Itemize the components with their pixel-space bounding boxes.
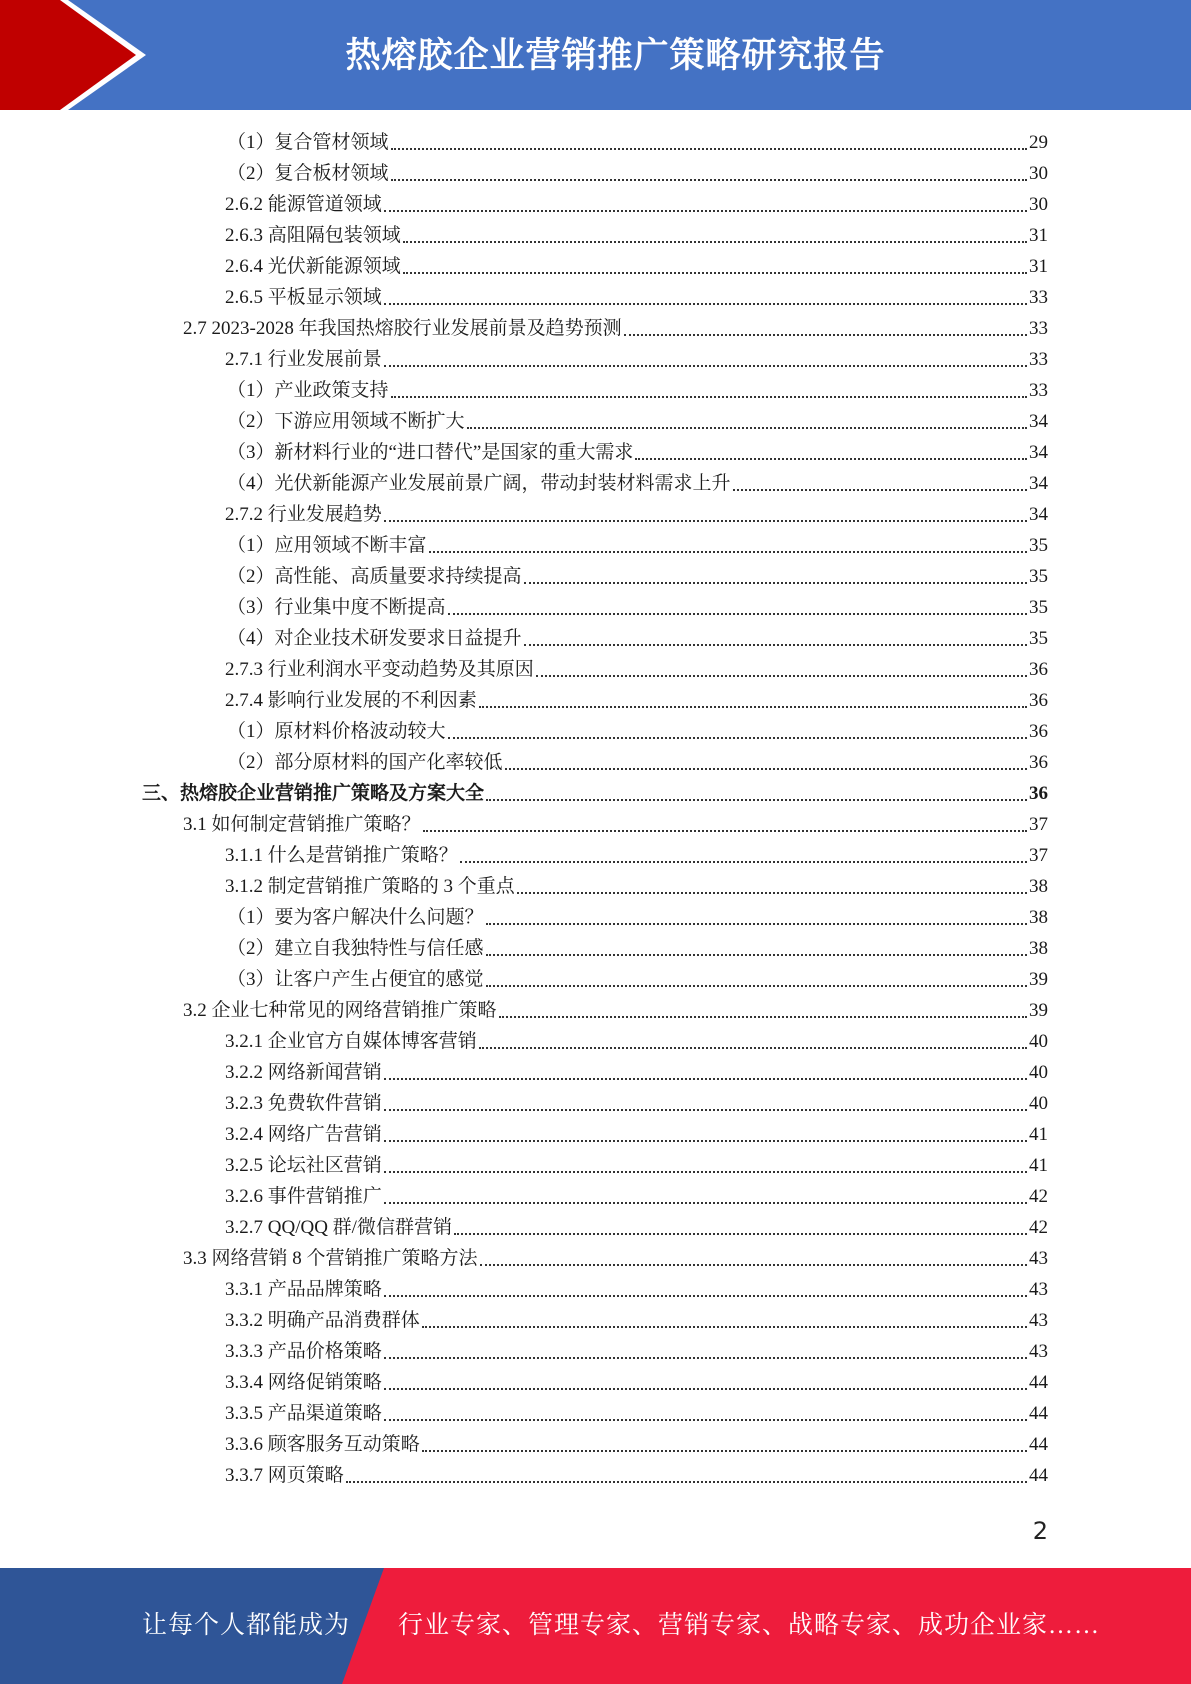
toc-entry[interactable] <box>183 313 1048 344</box>
toc-entry-label: 3.2.7 QQ/QQ 群/微信群营销 <box>225 1217 452 1238</box>
toc-dot-leader <box>403 272 1027 274</box>
toc-entry[interactable] <box>227 127 1048 158</box>
toc-entry-page: 43 <box>1029 1341 1048 1362</box>
toc-entry-label: 3.2.1 企业官方自媒体博客营销 <box>225 1031 477 1052</box>
toc-dot-leader <box>384 1388 1027 1390</box>
toc-entry[interactable] <box>227 406 1048 437</box>
toc-dot-leader <box>454 1233 1027 1235</box>
toc-entry-label: 2.7.3 行业利润水平变动趋势及其原因 <box>225 659 534 680</box>
toc-entry-label: 3.2.4 网络广告营销 <box>225 1124 382 1145</box>
toc-entry-label: 3.2.2 网络新闻营销 <box>225 1062 382 1083</box>
toc-entry-page: 33 <box>1029 318 1048 339</box>
toc-entry[interactable] <box>225 1398 1048 1429</box>
toc-entry-label: （2）高性能、高质量要求持续提高 <box>227 566 522 587</box>
toc-entry-label: （4）对企业技术研发要求日益提升 <box>227 628 522 649</box>
toc-entry[interactable] <box>227 158 1048 189</box>
toc-entry-label: （1）产业政策支持 <box>227 380 389 401</box>
toc-entry-page: 30 <box>1029 163 1048 184</box>
toc-entry-label: 2.6.5 平板显示领域 <box>225 287 382 308</box>
toc-dot-leader <box>486 985 1027 987</box>
toc-entry-label: （2）部分原材料的国产化率较低 <box>227 752 503 773</box>
toc-entry[interactable] <box>183 1243 1048 1274</box>
toc-entry-page: 39 <box>1029 969 1048 990</box>
toc-entry[interactable] <box>225 344 1048 375</box>
toc-entry-label: 2.7.2 行业发展趋势 <box>225 504 382 525</box>
toc-entry-label: （3）新材料行业的“进口替代”是国家的重大需求 <box>227 442 634 463</box>
toc-entry-page: 33 <box>1029 349 1048 370</box>
toc-entry-page: 29 <box>1029 132 1048 153</box>
toc-entry-page: 43 <box>1029 1248 1048 1269</box>
toc-entry[interactable] <box>227 530 1048 561</box>
toc-entry-page: 30 <box>1029 194 1048 215</box>
toc-dot-leader <box>422 1326 1027 1328</box>
toc-entry[interactable] <box>225 1367 1048 1398</box>
toc-dot-leader <box>384 1109 1027 1111</box>
toc-entry-label: 2.7.1 行业发展前景 <box>225 349 382 370</box>
toc-entry-label: 3.2.3 免费软件营销 <box>225 1093 382 1114</box>
toc-dot-leader <box>384 1140 1027 1142</box>
toc-entry-label: （3）让客户产生占便宜的感觉 <box>227 969 484 990</box>
footer-slogan-left: 让每个人都能成为 <box>142 1612 351 1639</box>
toc-entry[interactable] <box>225 189 1048 220</box>
toc-entry-page: 37 <box>1029 814 1048 835</box>
toc-dot-leader <box>384 365 1027 367</box>
toc-entry[interactable] <box>225 1460 1048 1491</box>
toc-entry[interactable] <box>225 685 1048 716</box>
toc-entry-page: 35 <box>1029 535 1048 556</box>
toc-entry-page: 38 <box>1029 907 1048 928</box>
toc-dot-leader <box>479 706 1027 708</box>
toc-dot-leader <box>536 675 1027 677</box>
toc-entry[interactable] <box>227 437 1048 468</box>
toc-entry-label: 3.3.2 明确产品消费群体 <box>225 1310 420 1331</box>
toc-entry-label: 2.6.2 能源管道领域 <box>225 194 382 215</box>
toc-entry[interactable] <box>227 716 1048 747</box>
footer-slogan-right: 行业专家、管理专家、营销专家、战略专家、成功企业家…… <box>398 1612 1101 1639</box>
toc-entry-page: 33 <box>1029 287 1048 308</box>
toc-dot-leader <box>384 1171 1027 1173</box>
toc-entry[interactable] <box>227 747 1048 778</box>
toc-entry[interactable] <box>227 902 1048 933</box>
toc-dot-leader <box>391 396 1027 398</box>
toc-entry-page: 34 <box>1029 411 1048 432</box>
toc-entry-label: 2.6.3 高阻隔包装领域 <box>225 225 401 246</box>
toc-entry-label: 3.3.5 产品渠道策略 <box>225 1403 382 1424</box>
toc-entry[interactable] <box>227 933 1048 964</box>
toc-entry[interactable] <box>227 561 1048 592</box>
toc-entry-page: 33 <box>1029 380 1048 401</box>
toc-dot-leader <box>733 489 1027 491</box>
toc-entry-label: 3.1.2 制定营销推广策略的 3 个重点 <box>225 876 515 897</box>
toc-entry-label: 3.1 如何制定营销推广策略？ <box>183 814 421 835</box>
toc-entry-page: 40 <box>1029 1031 1048 1052</box>
toc-entry-page: 34 <box>1029 473 1048 494</box>
toc-dot-leader <box>517 892 1027 894</box>
toc-entry[interactable] <box>225 871 1048 902</box>
toc-dot-leader <box>467 427 1027 429</box>
toc-dot-leader <box>448 613 1027 615</box>
toc-entry-label: 3.3 网络营销 8 个营销推广策略方法 <box>183 1248 478 1269</box>
toc-dot-leader <box>422 1450 1027 1452</box>
toc-entry-page: 43 <box>1029 1310 1048 1331</box>
toc-dot-leader <box>635 458 1027 460</box>
toc-entry-page: 38 <box>1029 876 1048 897</box>
toc-entry-page: 36 <box>1029 752 1048 773</box>
toc-entry-page: 41 <box>1029 1155 1048 1176</box>
toc-dot-leader <box>384 1357 1027 1359</box>
toc-entry-label: （2）建立自我独特性与信任感 <box>227 938 484 959</box>
toc-entry-page: 42 <box>1029 1217 1048 1238</box>
toc-entry[interactable] <box>225 282 1048 313</box>
toc-entry-label: 2.6.4 光伏新能源领域 <box>225 256 401 277</box>
toc-entry-label: （1）原材料价格波动较大 <box>227 721 446 742</box>
toc-dot-leader <box>391 148 1027 150</box>
toc-entry-label: 3.3.7 网页策略 <box>225 1465 344 1486</box>
toc-dot-leader <box>423 830 1027 832</box>
page-header <box>0 0 1191 110</box>
toc-dot-leader <box>384 1295 1027 1297</box>
toc-dot-leader <box>391 179 1027 181</box>
toc-entry-label: （1）应用领域不断丰富 <box>227 535 427 556</box>
toc-entry-page: 41 <box>1029 1124 1048 1145</box>
page-number: 2 <box>1032 1517 1048 1545</box>
toc-entry-label: （1）要为客户解决什么问题？ <box>227 907 484 928</box>
toc-dot-leader <box>524 644 1027 646</box>
toc-entry[interactable] <box>142 778 1048 809</box>
toc-entry-page: 42 <box>1029 1186 1048 1207</box>
toc-entry[interactable] <box>225 1088 1048 1119</box>
toc-entry[interactable] <box>225 1336 1048 1367</box>
toc-entry[interactable] <box>225 1274 1048 1305</box>
toc-entry-label: 3.3.1 产品品牌策略 <box>225 1279 382 1300</box>
toc-entry-label: 2.7.4 影响行业发展的不利因素 <box>225 690 477 711</box>
toc-dot-leader <box>624 334 1027 336</box>
toc-entry-page: 37 <box>1029 845 1048 866</box>
toc-entry-label: 3.3.3 产品价格策略 <box>225 1341 382 1362</box>
toc-dot-leader <box>384 1202 1027 1204</box>
toc-entry-label: 3.2.6 事件营销推广 <box>225 1186 382 1207</box>
toc-dot-leader <box>460 861 1027 863</box>
toc-entry-label: 3.3.4 网络促销策略 <box>225 1372 382 1393</box>
toc-entry[interactable] <box>225 251 1048 282</box>
toc-dot-leader <box>384 520 1027 522</box>
toc-entry[interactable] <box>225 1181 1048 1212</box>
toc-entry-page: 34 <box>1029 504 1048 525</box>
toc-dot-leader <box>429 551 1027 553</box>
toc-dot-leader <box>346 1481 1027 1483</box>
toc-entry[interactable] <box>225 1212 1048 1243</box>
toc-entry[interactable] <box>225 499 1048 530</box>
toc-entry-label: （1）复合管材领域 <box>227 132 389 153</box>
toc-dot-leader <box>384 1419 1027 1421</box>
toc-entry[interactable] <box>225 1119 1048 1150</box>
toc-entry-page: 44 <box>1029 1403 1048 1424</box>
toc-entry[interactable] <box>227 592 1048 623</box>
toc-entry-page: 35 <box>1029 597 1048 618</box>
toc-entry-page: 40 <box>1029 1093 1048 1114</box>
toc-entry-page: 36 <box>1029 783 1048 804</box>
toc-entry-page: 40 <box>1029 1062 1048 1083</box>
toc-entry-page: 38 <box>1029 938 1048 959</box>
toc-entry[interactable] <box>227 964 1048 995</box>
toc-entry-page: 36 <box>1029 690 1048 711</box>
toc-entry-label: （4）光伏新能源产业发展前景广阔，带动封装材料需求上升 <box>227 473 731 494</box>
toc-dot-leader <box>486 923 1027 925</box>
toc-dot-leader <box>480 1264 1027 1266</box>
toc-entry-page: 31 <box>1029 256 1048 277</box>
toc-entry-page: 44 <box>1029 1372 1048 1393</box>
toc-dot-leader <box>479 1047 1027 1049</box>
toc-dot-leader <box>486 954 1027 956</box>
toc-dot-leader <box>505 768 1027 770</box>
toc-entry[interactable] <box>183 995 1048 1026</box>
toc-entry[interactable] <box>225 1305 1048 1336</box>
toc-entry[interactable] <box>225 840 1048 871</box>
toc-entry[interactable] <box>225 1026 1048 1057</box>
toc-entry[interactable] <box>225 1150 1048 1181</box>
toc-entry[interactable] <box>225 1429 1048 1460</box>
toc-dot-leader <box>499 1016 1027 1018</box>
toc-entry-label: 三、热熔胶企业营销推广策略及方案大全 <box>142 783 485 804</box>
page-footer <box>0 1568 1191 1684</box>
toc-entry-page: 34 <box>1029 442 1048 463</box>
toc-entry[interactable] <box>183 809 1048 840</box>
toc-entry-page: 44 <box>1029 1434 1048 1455</box>
toc-dot-leader <box>384 1078 1027 1080</box>
report-title: 热熔胶企业营销推广策略研究报告 <box>345 36 886 76</box>
toc-entry[interactable] <box>227 468 1048 499</box>
toc-entry-page: 31 <box>1029 225 1048 246</box>
toc-entry-label: 2.7 2023-2028 年我国热熔胶行业发展前景及趋势预测 <box>183 318 622 339</box>
toc-entry-label: （3）行业集中度不断提高 <box>227 597 446 618</box>
toc-entry-page: 39 <box>1029 1000 1048 1021</box>
toc-entry-label: （2）下游应用领域不断扩大 <box>227 411 465 432</box>
toc-dot-leader <box>403 241 1027 243</box>
toc-entry[interactable] <box>225 654 1048 685</box>
toc-entry[interactable] <box>225 220 1048 251</box>
toc-dot-leader <box>524 582 1027 584</box>
toc-dot-leader <box>384 210 1027 212</box>
toc-entry-page: 35 <box>1029 566 1048 587</box>
toc-entry[interactable] <box>227 623 1048 654</box>
toc-entry[interactable] <box>225 1057 1048 1088</box>
toc-dot-leader <box>448 737 1027 739</box>
toc-entry-page: 44 <box>1029 1465 1048 1486</box>
toc-entry-label: （2）复合板材领域 <box>227 163 389 184</box>
toc-entry-label: 3.1.1 什么是营销推广策略？ <box>225 845 458 866</box>
toc-entry-page: 43 <box>1029 1279 1048 1300</box>
toc-entry-page: 35 <box>1029 628 1048 649</box>
toc-entry-page: 36 <box>1029 659 1048 680</box>
toc-entry[interactable] <box>227 375 1048 406</box>
toc-entry-label: 3.2 企业七种常见的网络营销推广策略 <box>183 1000 497 1021</box>
toc-entry-page: 36 <box>1029 721 1048 742</box>
toc-dot-leader <box>486 799 1027 801</box>
toc-entry-label: 3.3.6 顾客服务互动策略 <box>225 1434 420 1455</box>
toc-entry-label: 3.2.5 论坛社区营销 <box>225 1155 382 1176</box>
toc-dot-leader <box>384 303 1027 305</box>
